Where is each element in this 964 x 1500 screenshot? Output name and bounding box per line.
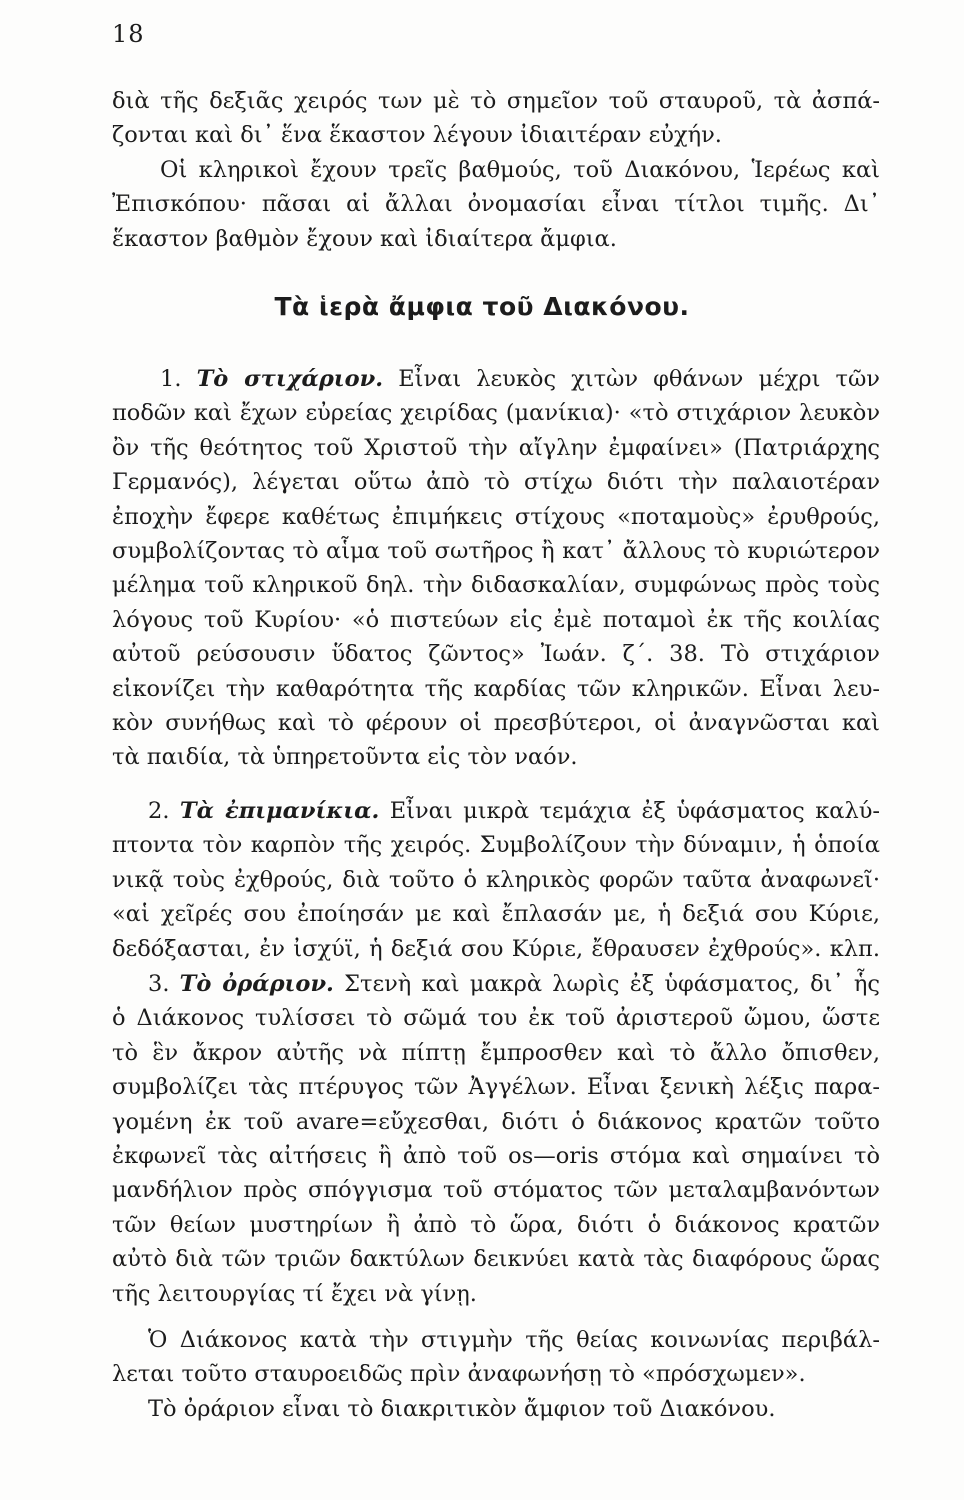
item-text: Εἶναι λευκὸς χιτὼν φθάνων μέχρι τῶν [398,366,880,392]
text-line: Οἱ κληρικοὶ ἔχουν τρεῖς βαθμούς, τοῦ Διακόνου, Ἱερέως καὶ [160,156,880,183]
section-heading: Τὰ ἱερὰ ἄμφια τοῦ Διακόνου. [274,292,690,321]
intro-paragraph [112,84,880,256]
text-line: κὸν συνήθως καὶ τὸ φέρουν οἱ πρεσβύτεροι, οἱ ἀναγνῶσται καὶ [112,710,880,737]
text-line: εἰκονίζει τὴν καθαρότητα τῆς καρδίας τῶν κληρικῶν. Εἶναι λευ- [112,675,880,702]
text-line: λόγους τοῦ Κυρίου· «ὁ πιστεύων εἰς ἐμὲ ποταμοὶ ἐκ τῆς κοιλίας [112,606,880,633]
item-number: 1. [160,366,182,392]
item-term: Τὸ ὀράριον. [179,971,334,997]
text-line: τῆς λειτουργίας τί ἔχει νὰ γίνῃ. [112,1280,477,1307]
text-line: ὁ Διάκονος τυλίσσει τὸ σῶμά του ἐκ τοῦ ἀριστεροῦ ὤμου, ὥστε [112,1005,880,1032]
item-first-line [112,794,880,828]
text-line: αὐτὸ διὰ τῶν τριῶν δακτύλων δεικνύει κατὰ τὰς διαφόρους ὥρας [112,1246,880,1273]
item-term: Τὰ ἐπιμανίκια. [179,798,380,824]
text-line: ποδῶν καὶ ἔχων εὐρείας χειρίδας (μανίκια)· «τὸ στιχάριον λευκὸν [112,400,880,427]
item-term: Τὸ στιχάριον. [196,366,384,392]
item-orarion [112,967,880,1311]
page-number: 18 [112,20,145,48]
closing-paragraph [112,1323,880,1426]
item-number: 3. [148,971,170,997]
item-text: Στενὴ καὶ μακρὰ λωρὶς ἐξ ὑφάσματος, δι᾽ ἧς [344,971,880,997]
text-line: λεται τοῦτο σταυροειδῶς πρὶν ἀναφωνήσῃ τὸ «πρόσχωμεν». [112,1361,806,1388]
text-line: Ἐπισκόπου· πᾶσαι αἱ ἄλλαι ὀνομασίαι εἶναι τίτλοι τιμῆς. Δι᾽ [112,191,880,218]
text-line: ὂν τῆς θεότητος τοῦ Χριστοῦ τὴν αἴγλην ἐμφαίνει» (Πατριάρχης [112,434,880,461]
item-first-line [112,967,880,1001]
text-line: διὰ τῆς δεξιᾶς χειρός των μὲ τὸ σημεῖον τοῦ σταυροῦ, τὰ ἀσπά- [112,88,880,114]
text-line: ἐκφωνεῖ τὰς αἰτήσεις ἢ ἀπὸ τοῦ os—oris στόμα καὶ σημαίνει τὸ [112,1143,880,1170]
item-text: Εἶναι μικρὰ τεμάχια ἐξ ὑφάσματος καλύ- [389,798,880,824]
text-line: αὐτοῦ ρεύσουσιν ὕδατος ζῶντος» Ἰωάν. ζ΄. 38. Τὸ στιχάριον [112,641,880,668]
text-line: τὰ παιδία, τὰ ὑπηρετοῦντα εἰς τὸν ναόν. [112,744,578,771]
text-line: Τὸ ὀράριον εἶναι τὸ διακριτικὸν ἄμφιον τοῦ Διακόνου. [148,1395,776,1422]
text-line: νικᾷ τοὺς ἐχθρούς, διὰ τοῦτο ὁ κληρικὸς φορῶν ταῦτα ἀναφωνεῖ· [112,866,880,893]
item-number: 2. [148,798,170,824]
text-line: συμβολίζοντας τὸ αἷμα τοῦ σωτῆρος ἢ κατ᾽ ἄλλους τὸ κυριώτερον [112,538,880,565]
text-line: ζονται καὶ δι᾽ ἕνα ἕκαστον λέγουν ἰδιαιτέραν εὐχήν. [112,122,722,149]
text-line: Ὁ Διάκονος κατὰ τὴν στιγμὴν τῆς θείας κοινωνίας περιβάλ- [148,1327,880,1353]
text-line: συμβολίζει τὰς πτέρυγος τῶν Ἀγγέλων. Εἶναι ξενικὴ λέξις παρα- [112,1074,880,1101]
item-first-line [112,362,880,396]
text-line: μέλημα τοῦ κληρικοῦ δηλ. τὴν διδασκαλίαν, συμφώνως πρὸς τοὺς [112,572,880,599]
item-sticharion [112,362,880,775]
text-line: ἐποχὴν ἔφερε καθέτως ἐπιμήκεις στίχους «ποταμοὺς» ἐρυθρούς, [112,503,880,530]
text-line: πτοντα τὸν καρπὸν τῆς χειρός. Συμβολίζουν τὴν δύναμιν, ἡ ὁποία [112,832,880,859]
text-line: δεδόξασται, ἐν ἰσχύϊ, ἡ δεξιά σου Κύριε, ἔθραυσεν ἐχθρούς». κλπ. [112,935,880,962]
text-line: μανδήλιον πρὸς σπόγγισμα τοῦ στόματος τῶν μεταλαμβανόντων [112,1177,880,1204]
text-line: τὸ ἓν ἄκρον αὐτῆς νὰ πίπτῃ ἔμπροσθεν καὶ τὸ ἄλλο ὄπισθεν, [112,1039,880,1066]
text-line: γομένη ἐκ τοῦ avare=εὔχεσθαι, διότι ὁ διάκονος κρατῶν τοῦτο [112,1108,880,1135]
text-line: ἕκαστον βαθμὸν ἔχουν καὶ ἰδιαίτερα ἄμφια. [112,225,617,252]
text-line: Γερμανός), λέγεται οὕτω ἀπὸ τὸ στίχω διότι τὴν παλαιοτέραν [112,469,880,496]
item-epimanikia [112,794,880,966]
text-line: τῶν θείων μυστηρίων ἢ ἀπὸ τὸ ὥρα, διότι ὁ διάκονος κρατῶν [112,1211,880,1238]
text-line: «αἱ χεῖρές σου ἐποίησάν με καὶ ἔπλασάν με, ἡ δεξιά σου Κύριε, [112,901,880,928]
